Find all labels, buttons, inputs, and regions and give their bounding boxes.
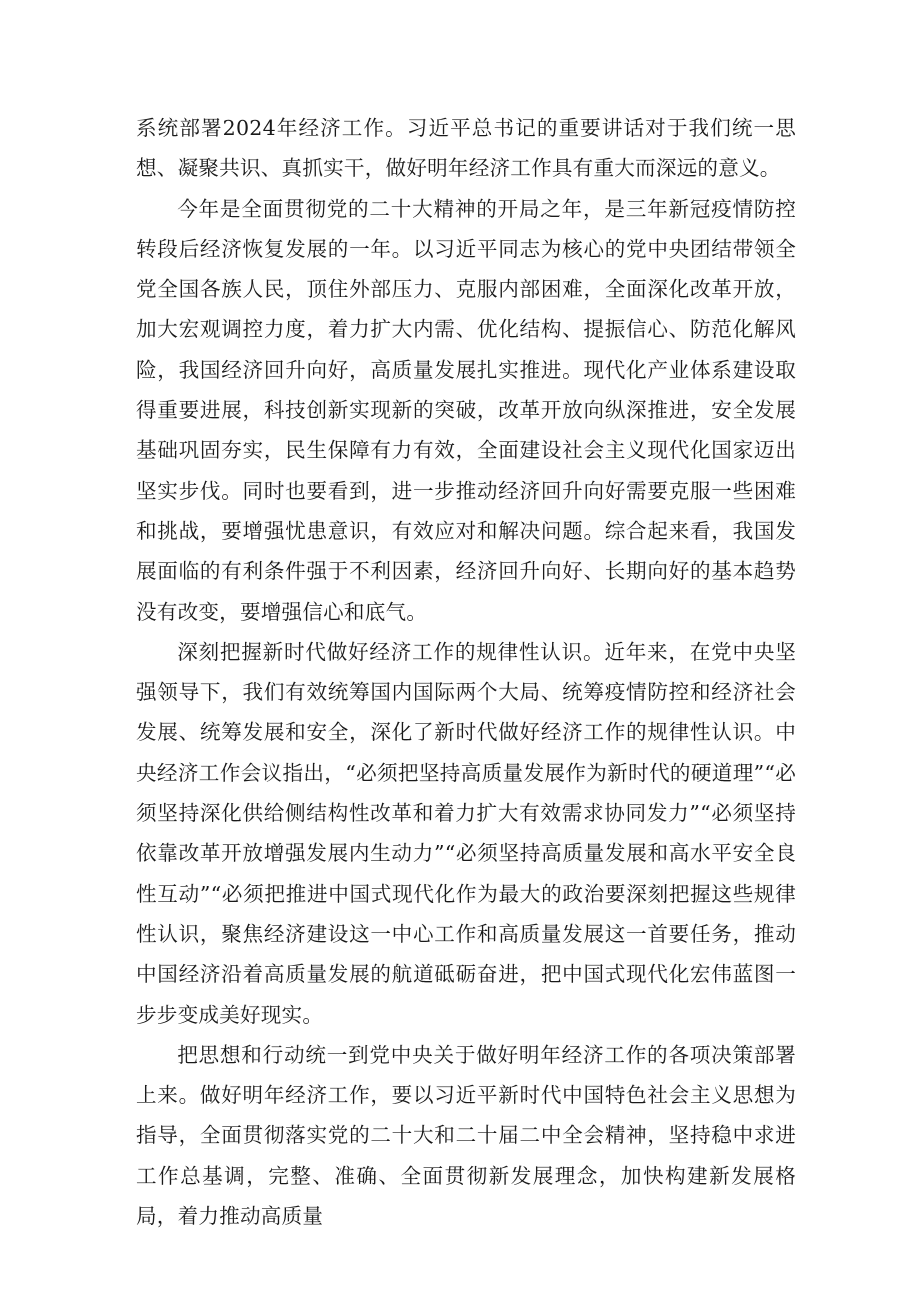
paragraph-continued: 系统部署2024年经济工作。习近平总书记的重要讲话对于我们统一思想、凝聚共识、真抓实干，做好明年经济工作具有重大而深远的意义。 [136, 116, 796, 181]
paragraph-economic-recovery: 今年是全面贯彻党的二十大精神的开局之年，是三年新冠疫情防控转段后经济恢复发展的一年。以习近平同志为核心的党中央团结带领全党全国各族人民，顶住外部压力、克服内部困难，全面深化改革开放，加大宏观调控力度，着力扩大内需、优化结构、提振信心、防范化解风险，我国经济回升向好，高质量发展扎实推进。现代化产业体系建设取得重要进展，科技创新实现新的突破，改革开放向纵深推进，安全发展基础巩固夯实，民生保障有力有效，全面建设社会主义现代化国家迈出坚实步伐。同时也要看到，进一步推动经济回升向好需要克服一些困难和挑战，要增强忧患意识，有效应对和解决问题。综合起来看，我国发展面临的有利条件强于不利因素，经济回升向好、长期向好的基本趋势没有改变，要增强信心和底气。 [136, 196, 796, 624]
paragraph-unify-thought-action: 把思想和行动统一到党中央关于做好明年经济工作的各项决策部署上来。做好明年经济工作，要以习近平新时代中国特色社会主义思想为指导，全面贯彻落实党的二十大和二十届二中全会精神，坚持稳中求进工作总基调，完整、准确、全面贯彻新发展理念，加快构建新发展格局，着力推动高质量 [136, 1042, 796, 1229]
paragraph-regularity-understanding: 深刻把握新时代做好经济工作的规律性认识。近年来，在党中央坚强领导下，我们有效统筹国内国际两个大局、统筹疫情防控和经济社会发展、统筹发展和安全，深化了新时代做好经济工作的规律性认识。中央经济工作会议指出，“必须把坚持高质量发展作为新时代的硬道理”“必须坚持深化供给侧结构性改革和着力扩大有效需求协同发力”“必须坚持依靠改革开放增强发展内生动力”“必须坚持高质量发展和高水平安全良性互动”“必须把推进中国式现代化作为最大的政治要深刻把握这些规律性认识，聚焦经济建设这一中心工作和高质量发展这一首要任务，推动中国经济沿着高质量发展的航道砥砺奋进，把中国式现代化宏伟蓝图一步步变成美好现实。 [136, 639, 796, 1027]
article-body [136, 108, 796, 1236]
